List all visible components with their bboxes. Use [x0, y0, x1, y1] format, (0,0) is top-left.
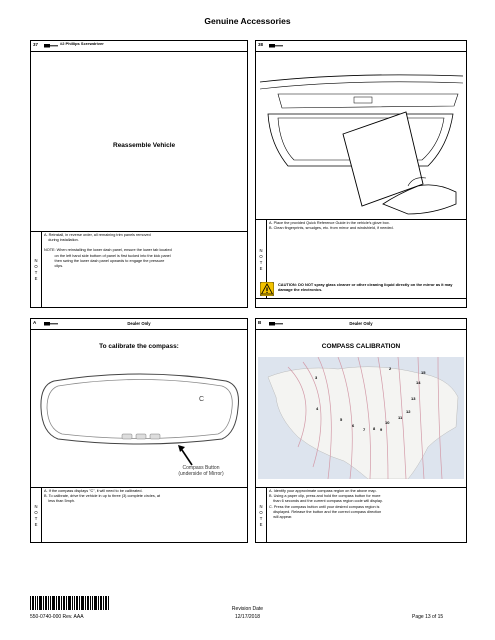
- screwdriver-icon: [269, 43, 284, 49]
- screwdriver-icon: [44, 43, 59, 49]
- zone-label: 6: [352, 423, 355, 428]
- glove-box-illustration: [258, 54, 464, 219]
- zone-label: 8: [373, 426, 376, 431]
- step-number: 38: [258, 42, 264, 47]
- caution-icon: [260, 282, 274, 296]
- page-title: Genuine Accessories: [204, 16, 291, 26]
- page-number: Page 13 of 15: [412, 614, 444, 620]
- panel-header: [31, 319, 247, 330]
- compass-button-callout: Compass Button (underside of Mirror): [178, 465, 224, 477]
- dealer-only-label: Dealer Only: [127, 321, 151, 326]
- zone-label: 15: [421, 370, 426, 375]
- zone-label: 11: [398, 415, 403, 420]
- zone-label: 2: [389, 366, 392, 371]
- arrow-icon: [176, 443, 196, 467]
- step-number: 37: [33, 42, 39, 47]
- zone-label: 12: [406, 409, 411, 414]
- note-box: [256, 487, 466, 543]
- panel-step-38: [255, 40, 467, 308]
- zone-labels: [256, 359, 468, 479]
- calibrate-heading: To calibrate the compass:: [99, 343, 179, 350]
- zone-label: 10: [385, 420, 390, 425]
- step-letter: A: [33, 320, 37, 325]
- zone-label: 5: [340, 417, 343, 422]
- mirror-illustration: [36, 363, 244, 453]
- revision-label: Revision Date: [231, 606, 264, 612]
- note-text: A. Identify your approximate compass region on the above map. B. Using a paper clip, press and hold the compass button for more than 6 seconds and the current compass region code will display. C. Press the compass button until your desired compass region is displayed. Release the button and the correct compass direction will appear.: [269, 489, 383, 520]
- zone-label: 4: [316, 406, 319, 411]
- panel-step-b: [255, 318, 467, 543]
- panel-header: [31, 41, 247, 52]
- note-label: N O T E: [256, 220, 267, 299]
- compass-display-letter: C: [199, 396, 205, 403]
- caution-text: CAUTION: DO NOT spray glass cleaner or other cleaning liquid directly on the mirror as it may damage the electronics.: [278, 282, 453, 293]
- tool-name: #2 Phillips Screwdriver: [60, 41, 104, 46]
- note-label: N O T E: [31, 488, 42, 543]
- note-text: A. Reinstall, in reverse order, all remaining trim panels removed during installation. NOTE: When reinstalling the lower dash panel, ensure the lower tab located on the left hand side bottom of panel is first tucked into the kick panel then swing the lower dash panel upwards to engage the pressure clips.: [44, 233, 172, 269]
- dealer-only-label: Dealer Only: [349, 321, 373, 326]
- zone-label: 9: [380, 427, 383, 432]
- note-text: A. If the compass displays "C", it will need to be calibrated. B. To calibrate, drive the vehicle in up to three (3) complete circles, at less than 5mph.: [44, 489, 161, 504]
- panel-header: [256, 319, 466, 330]
- divider: [256, 298, 466, 299]
- panel-step-a: [30, 318, 248, 543]
- barcode: [30, 596, 110, 610]
- zone-label: 7: [363, 427, 366, 432]
- compass-calibration-heading: COMPASS CALIBRATION: [321, 343, 401, 350]
- step-letter: B: [258, 320, 262, 325]
- zone-label: 13: [411, 396, 416, 401]
- note-text: A. Place the provided Quick Reference Guide in the vehicle's glove box. B. Clean fingerprints, smudges, etc. from mirror and windshield, if needed.: [269, 221, 394, 231]
- note-box: [31, 231, 247, 308]
- note-label: N O T E: [31, 232, 42, 308]
- zone-label: 3: [315, 375, 318, 380]
- panel-step-37: [30, 40, 248, 308]
- panel-header: [256, 41, 466, 52]
- revision-date: 12/17/2018: [234, 614, 261, 620]
- part-number: 550-0740-000 Rev. AAA: [30, 614, 84, 620]
- note-label: N O T E: [256, 488, 267, 543]
- zone-label: 14: [416, 380, 421, 385]
- main-instruction: Reassemble Vehicle: [113, 142, 176, 149]
- note-box: [31, 487, 247, 543]
